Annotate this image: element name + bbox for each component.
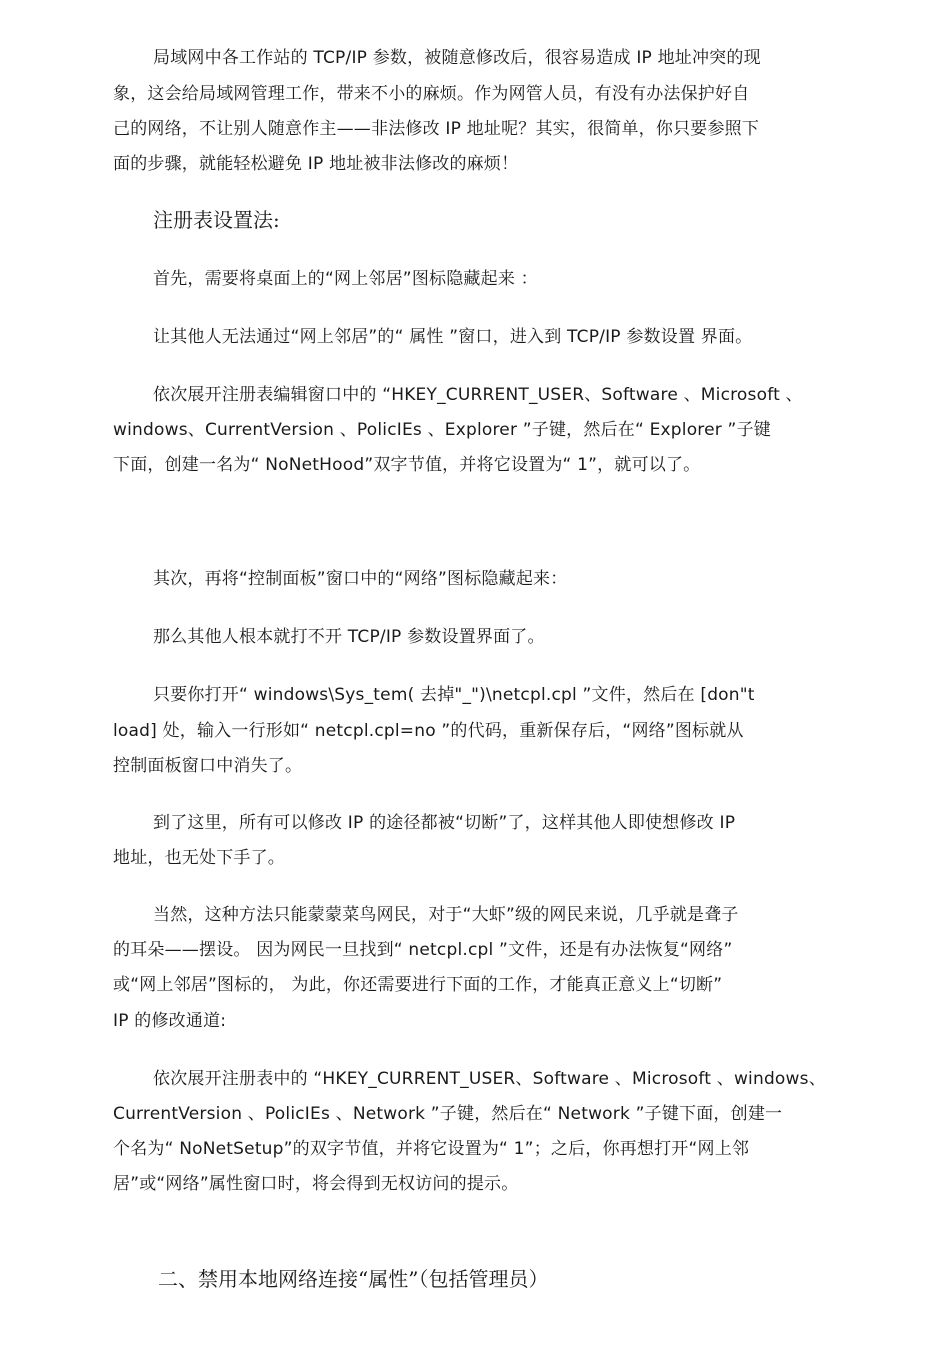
step2-detail-line-2: load] 处，输入一行形如“ netcpl.cpl=no ”的代码，重新保存后，“网络”图标就从	[113, 721, 744, 741]
caveat-line-4: IP 的修改通道:	[113, 1011, 227, 1031]
network-detail-line-1: 依次展开注册表中的 “HKEY_CURRENT_USER、Software 、Microsoft 、windows、	[153, 1069, 826, 1089]
step2-detail-line-1: 只要你打开“ windows\Sys_tem( 去掉"_")\netcpl.cpl ”文件，然后在 [don"t	[153, 685, 755, 705]
step2-detail-line-3: 控制面板窗口中消失了。	[113, 756, 303, 776]
conclusion-line-1: 到了这里，所有可以修改 IP 的途径都被“切断”了，这样其他人即使想修改 IP	[153, 813, 736, 833]
step1-detail-line-1: 依次展开注册表编辑窗口中的 “HKEY_CURRENT_USER、Software 、Microsoft 、	[153, 385, 803, 405]
intro-line-4: 面的步骤，就能轻松避免 IP 地址被非法修改的麻烦！	[113, 154, 519, 174]
network-detail-line-4: 居”或“网络”属性窗口时，将会得到无权访问的提示。	[113, 1174, 519, 1194]
step1-title: 首先，需要将桌面上的“网上邻居”图标隐藏起来 ：	[153, 269, 538, 289]
network-detail-line-2: CurrentVersion 、PolicIEs 、Network ”子键，然后在“ Network ”子键下面，创建一	[113, 1104, 783, 1124]
step1-detail-line-2: windows、CurrentVersion 、PolicIEs 、Explorer ”子键，然后在“ Explorer ”子键	[113, 420, 771, 440]
step2-description: 那么其他人根本就打不开 TCP/IP 参数设置界面了。	[153, 627, 545, 647]
conclusion-line-2: 地址，也无处下手了。	[113, 848, 285, 868]
section-heading-registry: 注册表设置法:	[153, 208, 280, 232]
network-detail-line-3: 个名为“ NoNetSetup”的双字节值，并将它设置为“ 1”；之后，你再想打开“网上邻	[113, 1139, 750, 1159]
intro-line-2: 象，这会给局域网管理工作，带来不小的麻烦。作为网管人员，有没有办法保护好自	[113, 84, 750, 104]
caveat-line-3: 或“网上邻居”图标的， 为此，你还需要进行下面的工作，才能真正意义上“切断”	[113, 975, 723, 995]
intro-line-3: 己的网络，不让别人随意作主——非法修改 IP 地址呢？其实，很简单，你只要参照下	[113, 119, 760, 139]
caveat-line-2: 的耳朵——摆设。 因为网民一旦找到“ netcpl.cpl ”文件，还是有办法恢复“网络”	[113, 940, 733, 960]
intro-line-1: 局域网中各工作站的 TCP/IP 参数，被随意修改后，很容易造成 IP 地址冲突的现	[153, 48, 761, 68]
step2-title: 其次，再将“控制面板”窗口中的“网络”图标隐藏起来：	[153, 569, 568, 589]
caveat-line-1: 当然，这种方法只能蒙蒙菜鸟网民，对于“大虾”级的网民来说，几乎就是聋子	[153, 905, 739, 925]
step1-detail-line-3: 下面，创建一名为“ NoNetHood”双字节值，并将它设置为“ 1”，就可以了。	[113, 455, 701, 475]
section-heading-disable-properties: 二、禁用本地网络连接“属性”（包括管理员）	[158, 1267, 549, 1291]
step1-description: 让其他人无法通过“网上邻居”的“ 属性 ”窗口，进入到 TCP/IP 参数设置 界面。	[153, 327, 753, 347]
